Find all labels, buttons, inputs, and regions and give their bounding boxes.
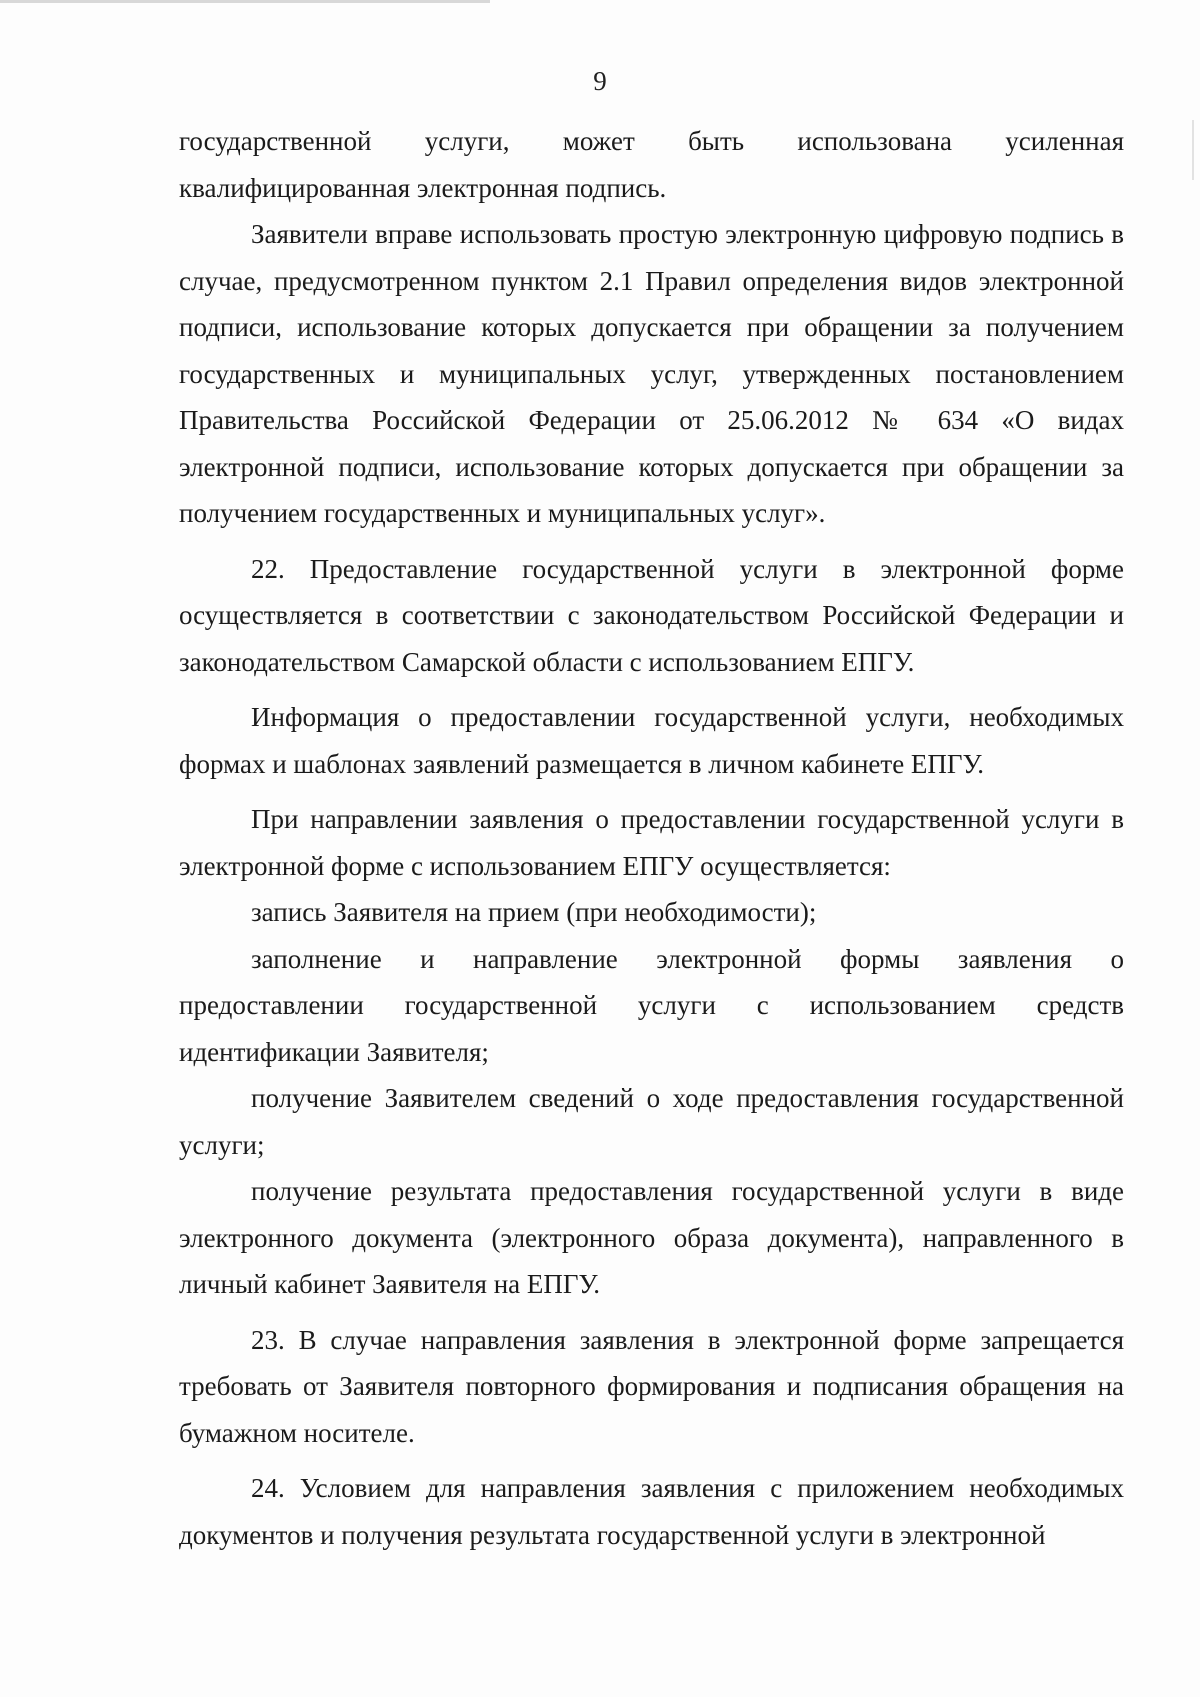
paragraph-epgu-actions: При направлении заявления о предоставлении государственной услуги в электронной форме с использованием ЕПГУ осуществляется: <box>179 804 1124 881</box>
scan-edge-right <box>1192 120 1194 180</box>
paragraph-simple-signature: Заявители вправе использовать простую электронную цифровую подпись в случае, предусмотренном пунктом 2.1 Правил определения видов электронной подписи, использование которых допускается при обращении за получением государственных и муниципальных услуг, утвержденных постановлением Правительства Российской Федерации от 25.06.2012 № 634 «О видах электронной подписи, использование которых допускается при обращении за получением государственных и муниципальных услуг». <box>179 219 1124 528</box>
paragraph-continuation: государственной услуги, может быть использована усиленная квалифицированная электронная подпись. <box>179 126 1124 203</box>
list-item-appointment: запись Заявителя на прием (при необходимости); <box>251 897 817 927</box>
scan-edge-top <box>0 0 490 3</box>
list-item-form-submission: заполнение и направление электронной формы заявления о предоставлении государственной услуги с использованием средств идентификации Заявителя; <box>179 943 1124 1067</box>
paragraph-22: 22. Предоставление государственной услуги в электронной форме осуществляется в соответствии с законодательством Российской Федерации и законодательством Самарской области с использованием ЕПГУ. <box>179 553 1124 677</box>
page-number: 9 <box>593 66 607 96</box>
paragraph-23: 23. В случае направления заявления в электронной форме запрещается требовать от Заявителя повторного формирования и подписания обращения на бумажном носителе. <box>179 1324 1124 1448</box>
paragraph-24: 24. Условием для направления заявления с приложением необходимых документов и получения результата государственной услуги в электронной <box>179 1473 1124 1550</box>
list-item-result: получение результата предоставления государственной услуги в виде электронного документа (электронного образа документа), направленного в личный кабинет Заявителя на ЕПГУ. <box>179 1176 1124 1299</box>
document-body <box>179 118 1124 1558</box>
paragraph-information: Информация о предоставлении государственной услуги, необходимых формах и шаблонах заявлений размещается в личном кабинете ЕПГУ. <box>179 702 1124 779</box>
list-item-status-info: получение Заявителем сведений о ходе предоставления государственной услуги; <box>179 1083 1124 1160</box>
